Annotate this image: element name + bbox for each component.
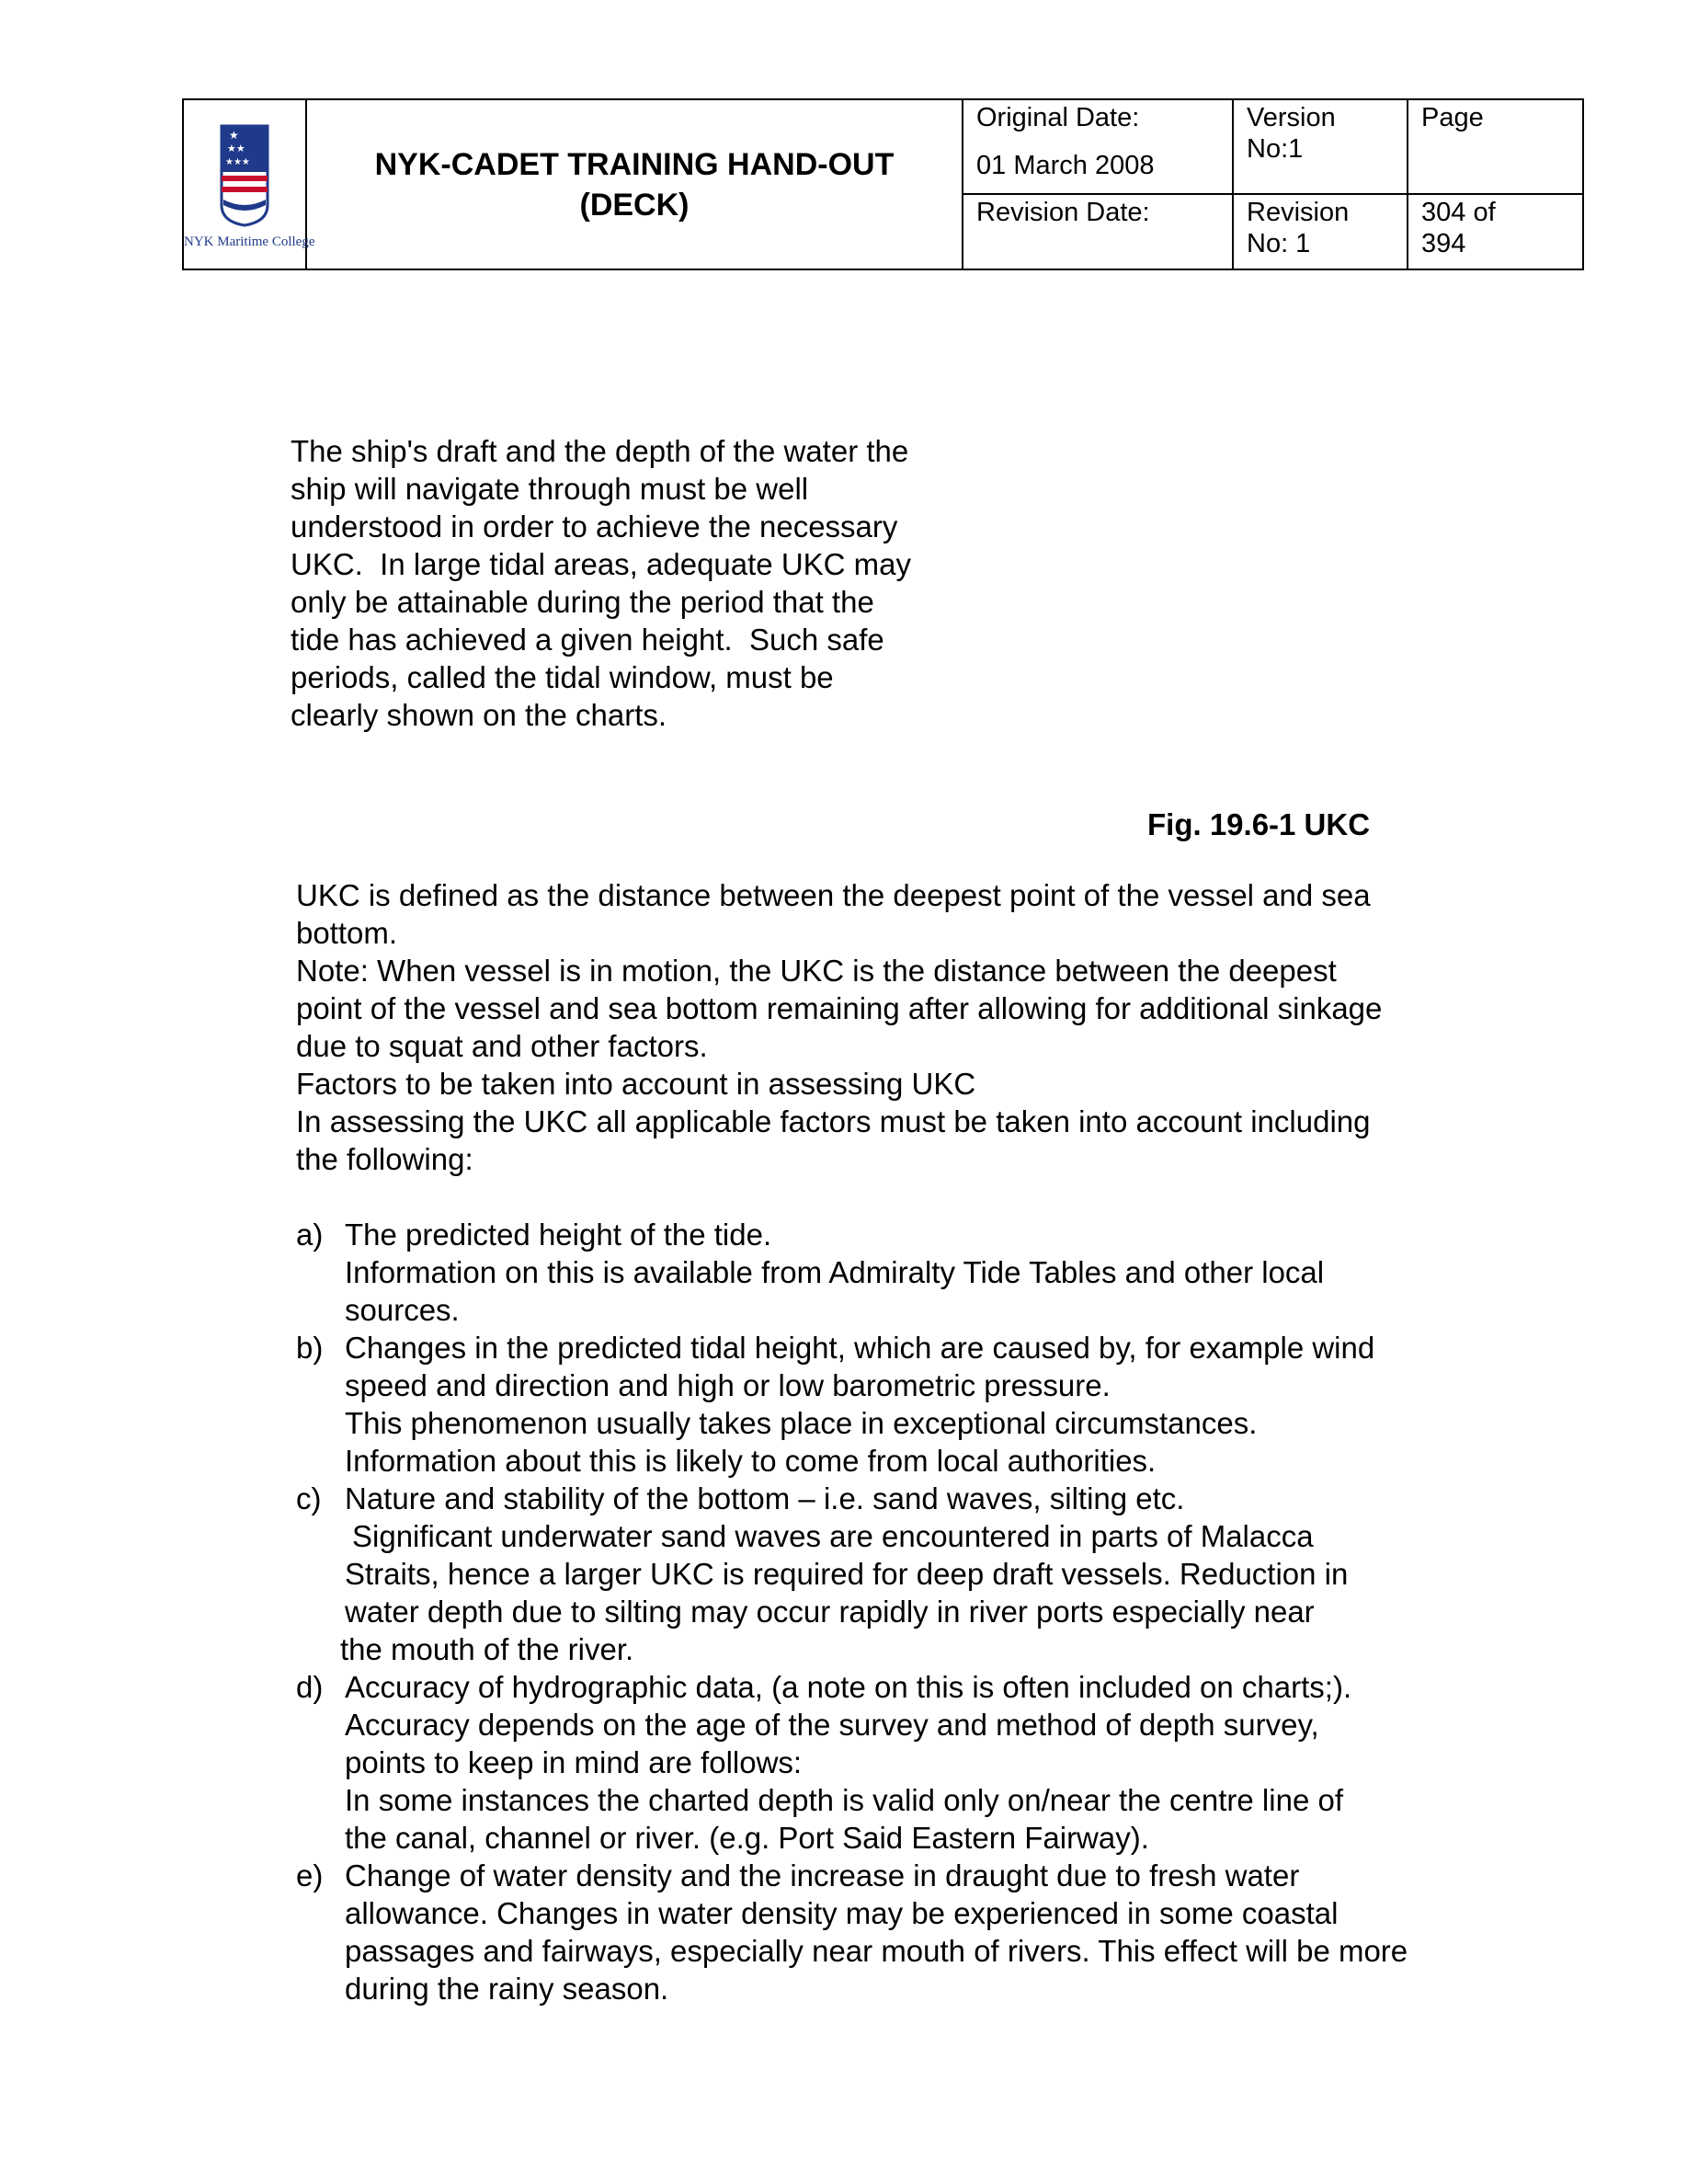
list-line: Accuracy of hydrographic data, (a note on this is often included on charts;).	[345, 1670, 1352, 1704]
intro-line: clearly shown on the charts.	[291, 698, 667, 732]
revision-number-cell	[1233, 194, 1408, 269]
logo-cell	[183, 99, 315, 269]
list-line: Change of water density and the increase in draught due to fresh water	[345, 1858, 1300, 1892]
list-line: Information about this is likely to come from local authorities.	[345, 1444, 1157, 1478]
intro-line: UKC. In large tidal areas, adequate UKC may	[291, 547, 912, 581]
intro-paragraph	[291, 432, 989, 734]
list-marker: d)	[296, 1670, 324, 1704]
body-line: point of the vessel and sea bottom remaining after allowing for additional sinkage	[296, 991, 1383, 1025]
list-line: water depth due to silting may occur rapidly in river ports especially near	[345, 1595, 1315, 1629]
version-label: Version	[1247, 103, 1336, 132]
svg-text:★★★: ★★★	[225, 156, 250, 167]
page-label: Page	[1421, 103, 1484, 132]
body-line: UKC is defined as the distance between the deepest point of the vessel and sea	[296, 878, 1371, 912]
revision-label: Revision	[1247, 197, 1350, 227]
list-line: points to keep in mind are follows:	[345, 1745, 803, 1779]
intro-line: The ship's draft and the depth of the water the	[291, 434, 909, 468]
figure-caption: Fig. 19.6-1 UKC	[1147, 807, 1371, 841]
revision-date-label: Revision Date:	[976, 197, 1150, 227]
title-line-1: NYK-CADET TRAINING HAND-OUT	[374, 146, 895, 182]
body-section	[296, 876, 1510, 2007]
body-line: bottom.	[296, 916, 398, 950]
factor-list	[296, 1216, 1510, 2007]
document-title	[306, 99, 963, 269]
list-line: Straits, hence a larger UKC is required for deep draft vessels. Reduction in	[345, 1557, 1349, 1591]
version-cell	[1233, 99, 1408, 194]
list-line: This phenomenon usually takes place in exceptional circumstances.	[345, 1406, 1258, 1440]
title-line-2: (DECK)	[579, 187, 690, 223]
page-number: 304 of	[1421, 197, 1496, 227]
list-marker: c)	[296, 1481, 322, 1515]
intro-line: tide has achieved a given height. Such safe	[291, 623, 884, 657]
page-label-cell	[1408, 99, 1583, 194]
body-line: Note: When vessel is in motion, the UKC is the distance between the deepest	[296, 954, 1337, 988]
list-item	[296, 1668, 1510, 1857]
body-line: In assessing the UKC all applicable factors must be taken into account including	[296, 1104, 1371, 1138]
nyk-logo-icon	[212, 120, 277, 231]
body-line: Factors to be taken into account in assessing UKC	[296, 1067, 976, 1101]
version-number: No:1	[1247, 134, 1304, 164]
list-line: sources.	[345, 1293, 460, 1327]
intro-line: periods, called the tidal window, must be	[291, 660, 834, 694]
list-line: Nature and stability of the bottom – i.e. sand waves, silting etc.	[345, 1481, 1185, 1515]
list-item	[296, 1329, 1510, 1480]
list-line: Changes in the predicted tidal height, which are caused by, for example wind	[345, 1331, 1375, 1365]
revision-number: No: 1	[1247, 228, 1311, 258]
list-marker: e)	[296, 1858, 324, 1892]
body-line: the following:	[296, 1142, 473, 1176]
svg-text:★: ★	[229, 128, 239, 142]
document-header	[182, 98, 1584, 270]
list-line: In some instances the charted depth is valid only on/near the centre line of	[345, 1783, 1343, 1817]
list-line: The predicted height of the tide.	[345, 1218, 772, 1252]
page-total: 394	[1421, 228, 1466, 258]
list-line: Significant underwater sand waves are encountered in parts of Malacca	[352, 1519, 1314, 1553]
original-date-cell	[963, 99, 1233, 194]
list-line: during the rainy season.	[345, 1972, 669, 2006]
list-marker: b)	[296, 1331, 324, 1365]
list-line: Accuracy depends on the age of the survey and method of depth survey,	[345, 1708, 1319, 1742]
list-item	[296, 1480, 1510, 1668]
list-line: speed and direction and high or low barometric pressure.	[345, 1368, 1111, 1402]
revision-date-cell	[963, 194, 1233, 269]
logo-caption: NYK Maritime College	[184, 234, 315, 249]
original-date-label: Original Date:	[976, 103, 1140, 132]
spacer	[296, 1178, 1510, 1216]
page-number-cell	[1408, 194, 1583, 269]
body-line: due to squat and other factors.	[296, 1029, 708, 1063]
list-item	[296, 1857, 1510, 2007]
list-line: Information on this is available from Admiralty Tide Tables and other local	[345, 1255, 1325, 1289]
list-line: the mouth of the river.	[340, 1632, 634, 1666]
intro-line: understood in order to achieve the necessary	[291, 509, 898, 543]
list-line: passages and fairways, especially near mouth of rivers. This effect will be more	[345, 1934, 1408, 1968]
list-item	[296, 1216, 1510, 1329]
intro-line: ship will navigate through must be well	[291, 472, 809, 506]
original-date-value: 01 March 2008	[976, 151, 1155, 180]
intro-line: only be attainable during the period that the	[291, 585, 874, 619]
list-line: the canal, channel or river. (e.g. Port Said Eastern Fairway).	[345, 1821, 1149, 1855]
list-marker: a)	[296, 1218, 324, 1252]
list-line: allowance. Changes in water density may be experienced in some coastal	[345, 1896, 1339, 1930]
svg-text:★★: ★★	[227, 142, 245, 154]
